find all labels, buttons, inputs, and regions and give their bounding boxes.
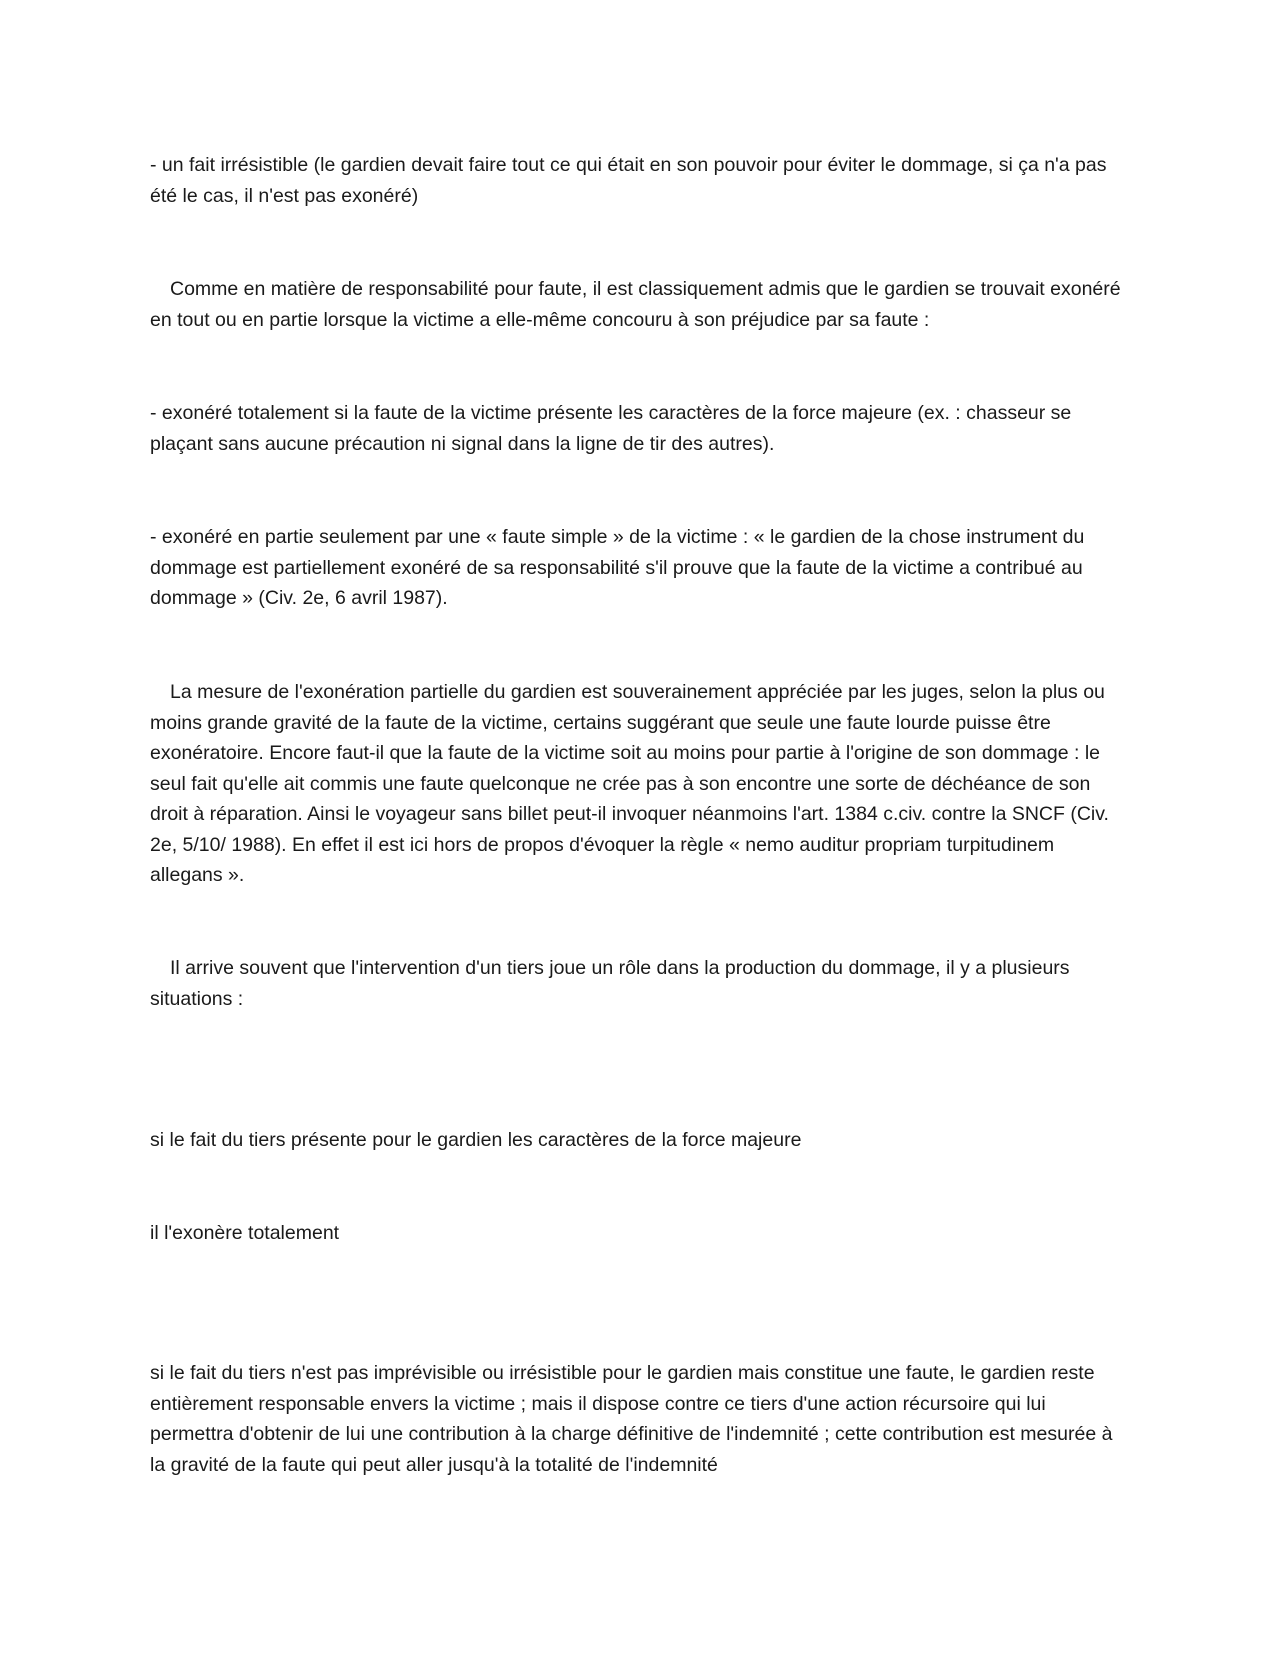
paragraph-mesure-exoneration: La mesure de l'exonération partielle du gardien est souverainement appréciée par les juges, selon la plus ou moins grande gravité de la faute de la victime, certains suggérant que seule une faute lourde puisse être exonératoire. Encore faut-il que la faute de la victime soit au moins pour partie à l'origine de son dommage : le seul fait qu'elle ait commis une faute quelconque ne crée pas à son encontre une sorte de déchéance de son droit à réparation. Ainsi le voyageur sans billet peut-il invoquer néanmoins l'art. 1384 c.civ. contre la SNCF (Civ. 2e, 5/10/ 1988). En effet il est ici hors de propos d'évoquer la règle « nemo auditur propriam turpitudinem allegans ». (150, 681, 1109, 886)
paragraph-tiers-force-majeure: si le fait du tiers présente pour le gardien les caractères de la force majeure (150, 1129, 802, 1151)
paragraph-faute-victime-intro: Comme en matière de responsabilité pour faute, il est classiquement admis que le gardien se trouvait exonéré en tout ou en partie lorsque la victime a elle-même concouru à son préjudice par sa faute : (150, 278, 1121, 331)
paragraph-exonere-totalement: - exonéré totalement si la faute de la victime présente les caractères de la force majeure (ex. : chasseur se plaçant sans aucune précaution ni signal dans la ligne de tir des autres). (150, 402, 1072, 455)
paragraph-exonere-partie: - exonéré en partie seulement par une « faute simple » de la victime : « le gardien de la chose instrument du dommage est partiellement exonéré de sa responsabilité s'il prouve que la faute de la victime a contribué au dommage » (Civ. 2e, 6 avril 1987). (150, 526, 1085, 609)
paragraph-fait-irresistible: - un fait irrésistible (le gardien devait faire tout ce qui était en son pouvoir pour éviter le dommage, si ça n'a pas été le cas, il n'est pas exonéré) (150, 154, 1107, 207)
paragraph-faute-tiers: si le fait du tiers n'est pas imprévisible ou irrésistible pour le gardien mais constitue une faute, le gardien reste entièrement responsable envers la victime ; mais il dispose contre ce tiers d'une action récursoire qui lui permettra d'obtenir de lui une contribution à la charge définitive de l'indemnité ; cette contribution est mesurée à la gravité de la faute qui peut aller jusqu'à la totalité de l'indemnité (150, 1362, 1113, 1476)
paragraph-intervention-tiers: Il arrive souvent que l'intervention d'un tiers joue un rôle dans la production du dommage, il y a plusieurs situations : (150, 957, 1070, 1010)
paragraph-exonere-totalement-tiers: il l'exonère totalement (150, 1222, 340, 1244)
